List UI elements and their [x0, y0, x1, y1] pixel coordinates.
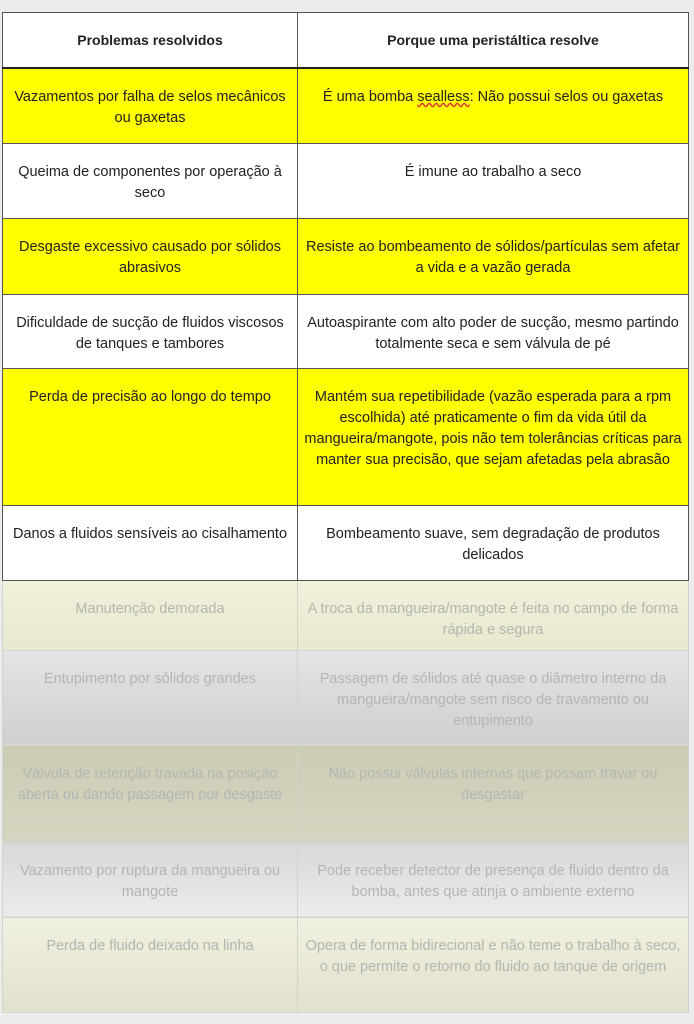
solution-cell: Opera de forma bidirecional e não teme o trabalho à seco, o que permite o retorno do fluido ao tanque de origem — [298, 917, 689, 1012]
header-solutions: Porque uma peristáltica resolve — [298, 13, 689, 69]
comparison-table — [2, 12, 689, 1013]
table-row-faded — [3, 580, 689, 650]
solution-cell: Mantém sua repetibilidade (vazão esperada para a rpm escolhida) até praticamente o fim da vida útil da mangueira/mangote, pois não tem tolerâncias críticas para manter sua precisão, que sejam afetadas pela abrasão — [298, 368, 689, 505]
solution-cell: A troca da mangueira/mangote é feita no campo de forma rápida e segura — [298, 580, 689, 650]
problem-cell: Dificuldade de sucção de fluidos viscosos de tanques e tambores — [3, 294, 298, 368]
problem-cell: Manutenção demorada — [3, 580, 298, 650]
problem-cell: Vazamento por ruptura da mangueira ou mangote — [3, 842, 298, 917]
table-row — [3, 143, 689, 218]
problem-cell: Perda de precisão ao longo do tempo — [3, 368, 298, 505]
problem-cell: Válvula de retenção travada na posição aberta ou dando passagem por desgaste — [3, 745, 298, 842]
table-row — [3, 505, 689, 580]
solution-cell: Pode receber detector de presença de fluido dentro da bomba, antes que atinja o ambiente externo — [298, 842, 689, 917]
problem-cell: Queima de componentes por operação à seco — [3, 143, 298, 218]
problem-cell: Desgaste excessivo causado por sólidos abrasivos — [3, 218, 298, 294]
table-row — [3, 294, 689, 368]
table-row-faded — [3, 650, 689, 745]
solution-cell: Bombeamento suave, sem degradação de produtos delicados — [298, 505, 689, 580]
solution-cell: Autoaspirante com alto poder de sucção, mesmo partindo totalmente seca e sem válvula de pé — [298, 294, 689, 368]
solution-cell — [298, 68, 689, 143]
header-problems: Problemas resolvidos — [3, 13, 298, 69]
solution-text: É uma bomba — [322, 89, 418, 105]
solution-text: : Não possui selos ou gaxetas — [469, 89, 664, 105]
table-row — [3, 368, 689, 505]
problem-cell: Perda de fluido deixado na linha — [3, 917, 298, 1012]
problem-cell: Danos a fluidos sensíveis ao cisalhamento — [3, 505, 298, 580]
table-header — [3, 13, 689, 69]
problem-cell: Vazamentos por falha de selos mecânicos ou gaxetas — [3, 68, 298, 143]
table-row-faded — [3, 745, 689, 842]
table-row — [3, 218, 689, 294]
problem-cell: Entupimento por sólidos grandes — [3, 650, 298, 745]
spellcheck-word: sealless — [417, 89, 470, 105]
solution-cell: Passagem de sólidos até quase o diâmetro interno da mangueira/mangote sem risco de travamento ou entupimento — [298, 650, 689, 745]
table-row-faded — [3, 917, 689, 1012]
solution-cell: É imune ao trabalho a seco — [298, 143, 689, 218]
solution-cell: Não possui válvulas internas que possam travar ou desgastar — [298, 745, 689, 842]
table-row — [3, 68, 689, 143]
solution-cell: Resiste ao bombeamento de sólidos/partículas sem afetar a vida e a vazão gerada — [298, 218, 689, 294]
table-row-faded — [3, 842, 689, 917]
